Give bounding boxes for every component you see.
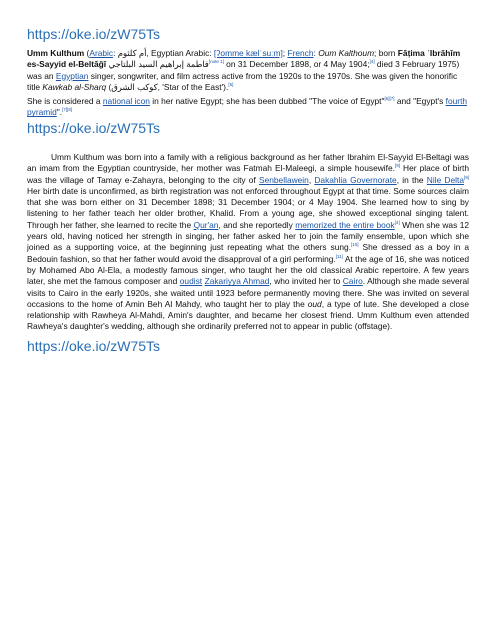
text: singer, songwriter, and film actress active from the 1920s to the 1970s. She was given the honorific title [27,70,458,92]
text: : أم كلثوم, Egyptian Arabic: [113,48,214,58]
text: : [313,48,319,58]
intro-paragraph [27,48,469,93]
memorized-link[interactable]: memorized the entire book [295,219,395,230]
arabic-link[interactable]: Arabic [89,48,114,58]
footnote-ref[interactable]: [9] [394,163,400,169]
dakahlia-link[interactable]: Dakahlia Governorate [314,174,397,185]
text: She dressed as a boy in a Bedouin fashion, so that her father would avoid the disapproval of a girl performing. [27,242,469,264]
quran-link[interactable]: Qur'an [193,219,219,230]
text: Her place of birth was the village of Tamay e-Zahayra, belonging to the city of [27,163,469,185]
cairo-link[interactable]: Cairo [342,276,363,287]
footnote-ref[interactable]: [9] [463,174,469,180]
text: , [308,174,315,185]
text: ; [282,48,288,58]
french-link[interactable]: French [287,48,314,58]
footnote-ref[interactable]: [note 1] [208,59,224,65]
text: died 3 February 1975) was an [27,59,460,81]
footnote-ref[interactable]: [7][8] [62,107,73,113]
senbellawein-link[interactable]: Senbellawein [259,174,309,185]
nile-delta-link[interactable]: Nile Delta [426,174,464,185]
text: When she was 12 years old, having noticed her strength in singing, her father asked her to join the family ensemble, upon which she joined as a supporting voice, at the beginning just repeating what the others sung. [27,219,470,253]
text: , who invited her to [269,276,343,287]
zakariyya-ahmad-link[interactable]: Zakariyya Ahmad [204,276,270,287]
birth-name: Fāṭima ʾIbrāhīm es-Sayyid el-Beltāǧī [27,48,461,70]
footnote-ref[interactable]: [11] [335,253,343,259]
footnote-ref[interactable]: [10] [351,242,359,248]
text: She is considered a [27,96,103,106]
text: in her native Egypt; she has been dubbed "The voice of Egypt" [149,96,385,106]
biography-paragraph [27,152,469,333]
text: and "Egypt's [394,96,446,106]
oud-term: oud [307,298,322,309]
text: فاطمة إبراهيم السيد البلتاجي [106,59,209,70]
footnote-ref[interactable]: [4] [394,219,400,225]
text: Her birth date is unconfirmed, as birth registration was not enforced throughout Egypt at that time. Some sources claim that she was born either on 31 December 1898; 31 December 1904; or 4 May 1904. She learned how to sing by listening to her father teach her older brother, Khalid. From a young age, she showed exceptional singing talent. Through her father, she learned to recite the [27,185,469,230]
text: , in the [396,174,427,185]
egyptian-link[interactable]: Egyptian [55,70,89,81]
text: (كوكب الشرق, 'Star of the East'). [106,81,229,92]
text: on 31 December 1898, or 4 May 1904; [223,59,370,70]
footnote-ref[interactable]: [6][7] [384,96,395,102]
text: . Although she made several visits to Cairo in the early 1920s, she waited until 1923 before permanently moving there. She was invited on several occasions to the home of Amin Beh Al Mahdy, who taught her to play the [27,276,470,309]
national-icon-link[interactable]: national icon [102,96,150,106]
subject-name: Umm Kulthum [27,48,85,58]
text: ( [84,48,90,58]
footnote-ref[interactable]: [5] [228,82,234,88]
fourth-pyramid-link[interactable]: fourth pyramid [27,96,468,118]
shortlink-3[interactable]: https://oke.io/zW75Ts [27,338,161,354]
ipa-link[interactable]: [ʔomme kælˈsuːm] [213,48,283,58]
footnote-ref[interactable]: [4] [369,59,375,65]
text: ". [56,107,63,118]
shortlink-1[interactable]: https://oke.io/zW75Ts [27,26,161,42]
icon-paragraph [27,96,469,119]
text: At the age of 16, she was noticed by Mohamed Abo Al-Ela, a modestly famous singer, who taught her the old classical Arabic repertoire. A few years later, she met the famous composer and [27,253,469,287]
oudist-link[interactable]: oudist [179,276,203,287]
text: ; born [374,48,398,58]
shortlink-2[interactable]: https://oke.io/zW75Ts [27,120,161,136]
french-name: Oum Kalthoum [318,48,375,58]
text: , a type of lute. She developed a close relationship with Rawheya Al-Mahdi, Amin's daughter, and became her closest friend. Umm Kulthum even attended Rawheya's daughter's wedding, although she ordinarily preferred not to appear in public (offstage). [27,298,469,332]
honorific-title: Kawkab al-Sharq [42,81,107,92]
text: Umm Kulthum was born into a family with a religious background as her father Ibrahim El-Sayyid El-Beltagi was an imam from the Egyptian countryside, her mother was Fatmah El-Maleegi, a simple housewife. [27,152,469,174]
text: , and she reportedly [218,219,296,230]
